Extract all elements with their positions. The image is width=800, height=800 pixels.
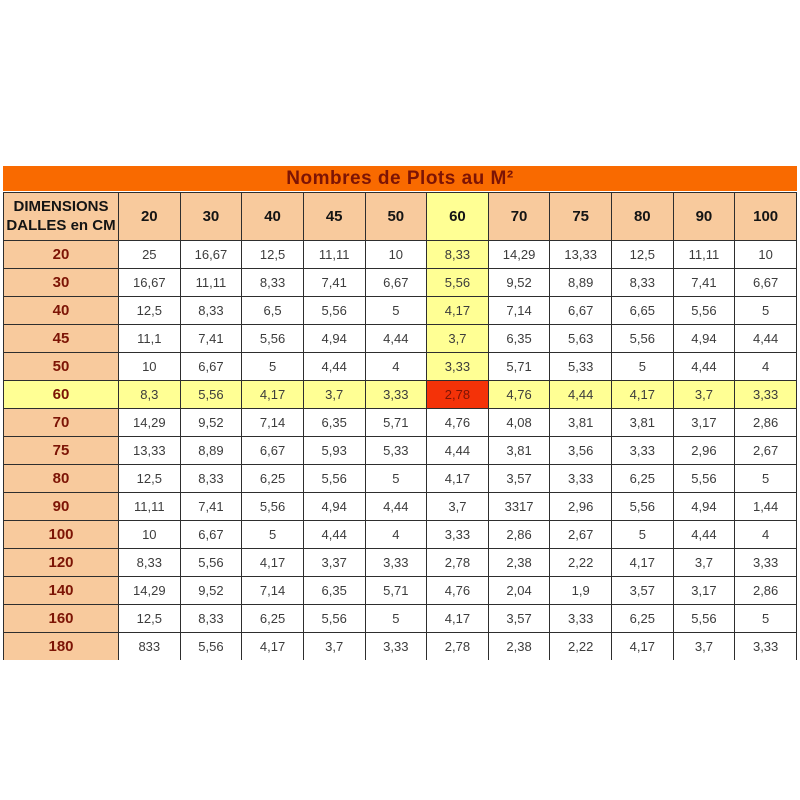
cell-100-100: 4	[735, 521, 797, 549]
table-row-100	[4, 521, 797, 549]
table-row-45	[4, 325, 797, 353]
cell-100-60: 3,33	[427, 521, 489, 549]
cell-40-30: 8,33	[180, 297, 242, 325]
table-row-60	[4, 381, 797, 409]
cell-30-100: 6,67	[735, 269, 797, 297]
cell-160-50: 5	[365, 605, 427, 633]
cell-90-100: 1,44	[735, 493, 797, 521]
cell-75-70: 3,81	[488, 437, 550, 465]
cell-80-100: 5	[735, 465, 797, 493]
cell-45-80: 5,56	[612, 325, 674, 353]
cell-90-20: 11,11	[119, 493, 181, 521]
cell-90-75: 2,96	[550, 493, 612, 521]
cell-80-40: 6,25	[242, 465, 304, 493]
cell-180-75: 2,22	[550, 633, 612, 661]
cell-75-50: 5,33	[365, 437, 427, 465]
cell-160-70: 3,57	[488, 605, 550, 633]
cell-160-75: 3,33	[550, 605, 612, 633]
corner-header-line2: DALLES en CM	[6, 216, 116, 234]
table-title: Nombres de Plots au M²	[3, 166, 797, 191]
cell-80-80: 6,25	[612, 465, 674, 493]
cell-120-100: 3,33	[735, 549, 797, 577]
column-header-75: 75	[550, 193, 612, 241]
cell-20-60: 8,33	[427, 241, 489, 269]
row-header-45: 45	[4, 325, 119, 353]
cell-140-60: 4,76	[427, 577, 489, 605]
cell-60-45: 3,7	[303, 381, 365, 409]
cell-45-60: 3,7	[427, 325, 489, 353]
cell-100-20: 10	[119, 521, 181, 549]
cell-90-90: 4,94	[673, 493, 735, 521]
cell-45-75: 5,63	[550, 325, 612, 353]
cell-50-20: 10	[119, 353, 181, 381]
cell-70-75: 3,81	[550, 409, 612, 437]
cell-30-70: 9,52	[488, 269, 550, 297]
cell-45-90: 4,94	[673, 325, 735, 353]
cell-140-80: 3,57	[612, 577, 674, 605]
cell-160-30: 8,33	[180, 605, 242, 633]
cell-70-90: 3,17	[673, 409, 735, 437]
cell-40-80: 6,65	[612, 297, 674, 325]
cell-20-70: 14,29	[488, 241, 550, 269]
cell-30-75: 8,89	[550, 269, 612, 297]
row-header-60: 60	[4, 381, 119, 409]
row-header-40: 40	[4, 297, 119, 325]
cell-120-45: 3,37	[303, 549, 365, 577]
cell-120-40: 4,17	[242, 549, 304, 577]
table-row-160	[4, 605, 797, 633]
cell-75-40: 6,67	[242, 437, 304, 465]
column-header-90: 90	[673, 193, 735, 241]
cell-160-20: 12,5	[119, 605, 181, 633]
cell-20-80: 12,5	[612, 241, 674, 269]
cell-20-75: 13,33	[550, 241, 612, 269]
cell-20-40: 12,5	[242, 241, 304, 269]
row-header-160: 160	[4, 605, 119, 633]
cell-60-30: 5,56	[180, 381, 242, 409]
cell-40-40: 6,5	[242, 297, 304, 325]
row-header-140: 140	[4, 577, 119, 605]
cell-40-75: 6,67	[550, 297, 612, 325]
cell-40-45: 5,56	[303, 297, 365, 325]
cell-160-80: 6,25	[612, 605, 674, 633]
cell-60-75: 4,44	[550, 381, 612, 409]
table-row-20	[4, 241, 797, 269]
cell-20-45: 11,11	[303, 241, 365, 269]
cell-140-45: 6,35	[303, 577, 365, 605]
cell-140-75: 1,9	[550, 577, 612, 605]
cell-40-70: 7,14	[488, 297, 550, 325]
cell-160-90: 5,56	[673, 605, 735, 633]
table-row-180	[4, 633, 797, 661]
cell-180-40: 4,17	[242, 633, 304, 661]
cell-160-40: 6,25	[242, 605, 304, 633]
column-header-70: 70	[488, 193, 550, 241]
cell-90-45: 4,94	[303, 493, 365, 521]
corner-header	[4, 193, 119, 241]
cell-120-30: 5,56	[180, 549, 242, 577]
cell-60-90: 3,7	[673, 381, 735, 409]
cell-50-50: 4	[365, 353, 427, 381]
cell-100-45: 4,44	[303, 521, 365, 549]
row-header-180: 180	[4, 633, 119, 661]
table-header-row	[4, 193, 797, 241]
cell-20-50: 10	[365, 241, 427, 269]
cell-70-20: 14,29	[119, 409, 181, 437]
cell-70-50: 5,71	[365, 409, 427, 437]
cell-70-80: 3,81	[612, 409, 674, 437]
cell-120-75: 2,22	[550, 549, 612, 577]
cell-30-50: 6,67	[365, 269, 427, 297]
row-header-90: 90	[4, 493, 119, 521]
cell-45-30: 7,41	[180, 325, 242, 353]
cell-70-60: 4,76	[427, 409, 489, 437]
cell-45-45: 4,94	[303, 325, 365, 353]
cell-100-70: 2,86	[488, 521, 550, 549]
cell-120-60: 2,78	[427, 549, 489, 577]
table-row-30	[4, 269, 797, 297]
cell-100-30: 6,67	[180, 521, 242, 549]
cell-100-50: 4	[365, 521, 427, 549]
column-header-45: 45	[303, 193, 365, 241]
cell-60-50: 3,33	[365, 381, 427, 409]
cell-120-80: 4,17	[612, 549, 674, 577]
cell-70-30: 9,52	[180, 409, 242, 437]
row-header-30: 30	[4, 269, 119, 297]
cell-60-100: 3,33	[735, 381, 797, 409]
cell-75-75: 3,56	[550, 437, 612, 465]
row-header-100: 100	[4, 521, 119, 549]
table-row-140	[4, 577, 797, 605]
cell-75-60: 4,44	[427, 437, 489, 465]
cell-180-80: 4,17	[612, 633, 674, 661]
cell-50-80: 5	[612, 353, 674, 381]
cell-100-75: 2,67	[550, 521, 612, 549]
cell-80-60: 4,17	[427, 465, 489, 493]
cell-75-45: 5,93	[303, 437, 365, 465]
row-header-20: 20	[4, 241, 119, 269]
row-header-70: 70	[4, 409, 119, 437]
cell-70-45: 6,35	[303, 409, 365, 437]
table-row-80	[4, 465, 797, 493]
cell-120-20: 8,33	[119, 549, 181, 577]
cell-45-70: 6,35	[488, 325, 550, 353]
cell-20-90: 11,11	[673, 241, 735, 269]
cell-80-90: 5,56	[673, 465, 735, 493]
cell-90-30: 7,41	[180, 493, 242, 521]
cell-75-30: 8,89	[180, 437, 242, 465]
cell-120-70: 2,38	[488, 549, 550, 577]
table-row-120	[4, 549, 797, 577]
cell-20-20: 25	[119, 241, 181, 269]
column-header-30: 30	[180, 193, 242, 241]
cell-50-100: 4	[735, 353, 797, 381]
cell-80-70: 3,57	[488, 465, 550, 493]
cell-80-50: 5	[365, 465, 427, 493]
plots-per-m2-table	[3, 192, 797, 660]
cell-60-20: 8,3	[119, 381, 181, 409]
cell-30-60: 5,56	[427, 269, 489, 297]
cell-80-45: 5,56	[303, 465, 365, 493]
cell-120-50: 3,33	[365, 549, 427, 577]
cell-90-70: 3317	[488, 493, 550, 521]
cell-40-50: 5	[365, 297, 427, 325]
column-header-40: 40	[242, 193, 304, 241]
cell-70-40: 7,14	[242, 409, 304, 437]
cell-180-45: 3,7	[303, 633, 365, 661]
cell-50-70: 5,71	[488, 353, 550, 381]
cell-90-50: 4,44	[365, 493, 427, 521]
cell-30-80: 8,33	[612, 269, 674, 297]
cell-40-60: 4,17	[427, 297, 489, 325]
cell-180-60: 2,78	[427, 633, 489, 661]
cell-40-100: 5	[735, 297, 797, 325]
plots-per-m2-panel	[3, 166, 797, 660]
cell-80-30: 8,33	[180, 465, 242, 493]
cell-120-90: 3,7	[673, 549, 735, 577]
cell-45-20: 11,1	[119, 325, 181, 353]
column-header-50: 50	[365, 193, 427, 241]
cell-80-20: 12,5	[119, 465, 181, 493]
row-header-75: 75	[4, 437, 119, 465]
cell-75-90: 2,96	[673, 437, 735, 465]
row-header-50: 50	[4, 353, 119, 381]
cell-50-60: 3,33	[427, 353, 489, 381]
cell-75-20: 13,33	[119, 437, 181, 465]
column-header-80: 80	[612, 193, 674, 241]
cell-50-40: 5	[242, 353, 304, 381]
cell-180-50: 3,33	[365, 633, 427, 661]
corner-header-line1: DIMENSIONS	[13, 197, 109, 215]
cell-60-40: 4,17	[242, 381, 304, 409]
cell-90-60: 3,7	[427, 493, 489, 521]
cell-30-40: 8,33	[242, 269, 304, 297]
cell-180-70: 2,38	[488, 633, 550, 661]
cell-50-30: 6,67	[180, 353, 242, 381]
cell-180-90: 3,7	[673, 633, 735, 661]
cell-140-100: 2,86	[735, 577, 797, 605]
column-header-100: 100	[735, 193, 797, 241]
cell-160-45: 5,56	[303, 605, 365, 633]
cell-100-40: 5	[242, 521, 304, 549]
cell-30-45: 7,41	[303, 269, 365, 297]
cell-90-40: 5,56	[242, 493, 304, 521]
cell-100-80: 5	[612, 521, 674, 549]
cell-45-40: 5,56	[242, 325, 304, 353]
cell-160-100: 5	[735, 605, 797, 633]
table-row-90	[4, 493, 797, 521]
row-header-120: 120	[4, 549, 119, 577]
cell-180-20: 833	[119, 633, 181, 661]
cell-140-20: 14,29	[119, 577, 181, 605]
column-header-20: 20	[119, 193, 181, 241]
cell-70-70: 4,08	[488, 409, 550, 437]
column-header-60: 60	[427, 193, 489, 241]
cell-60-60: 2,78	[427, 381, 489, 409]
cell-100-90: 4,44	[673, 521, 735, 549]
cell-20-30: 16,67	[180, 241, 242, 269]
cell-75-80: 3,33	[612, 437, 674, 465]
cell-140-90: 3,17	[673, 577, 735, 605]
cell-45-50: 4,44	[365, 325, 427, 353]
table-row-40	[4, 297, 797, 325]
cell-60-70: 4,76	[488, 381, 550, 409]
row-header-80: 80	[4, 465, 119, 493]
cell-140-30: 9,52	[180, 577, 242, 605]
cell-140-50: 5,71	[365, 577, 427, 605]
table-row-50	[4, 353, 797, 381]
cell-50-90: 4,44	[673, 353, 735, 381]
cell-30-20: 16,67	[119, 269, 181, 297]
cell-60-80: 4,17	[612, 381, 674, 409]
cell-30-30: 11,11	[180, 269, 242, 297]
cell-40-90: 5,56	[673, 297, 735, 325]
cell-90-80: 5,56	[612, 493, 674, 521]
cell-30-90: 7,41	[673, 269, 735, 297]
table-row-70	[4, 409, 797, 437]
cell-180-30: 5,56	[180, 633, 242, 661]
cell-45-100: 4,44	[735, 325, 797, 353]
cell-40-20: 12,5	[119, 297, 181, 325]
cell-160-60: 4,17	[427, 605, 489, 633]
cell-140-40: 7,14	[242, 577, 304, 605]
table-row-75	[4, 437, 797, 465]
cell-70-100: 2,86	[735, 409, 797, 437]
cell-180-100: 3,33	[735, 633, 797, 661]
cell-50-75: 5,33	[550, 353, 612, 381]
cell-80-75: 3,33	[550, 465, 612, 493]
cell-20-100: 10	[735, 241, 797, 269]
cell-50-45: 4,44	[303, 353, 365, 381]
cell-140-70: 2,04	[488, 577, 550, 605]
cell-75-100: 2,67	[735, 437, 797, 465]
